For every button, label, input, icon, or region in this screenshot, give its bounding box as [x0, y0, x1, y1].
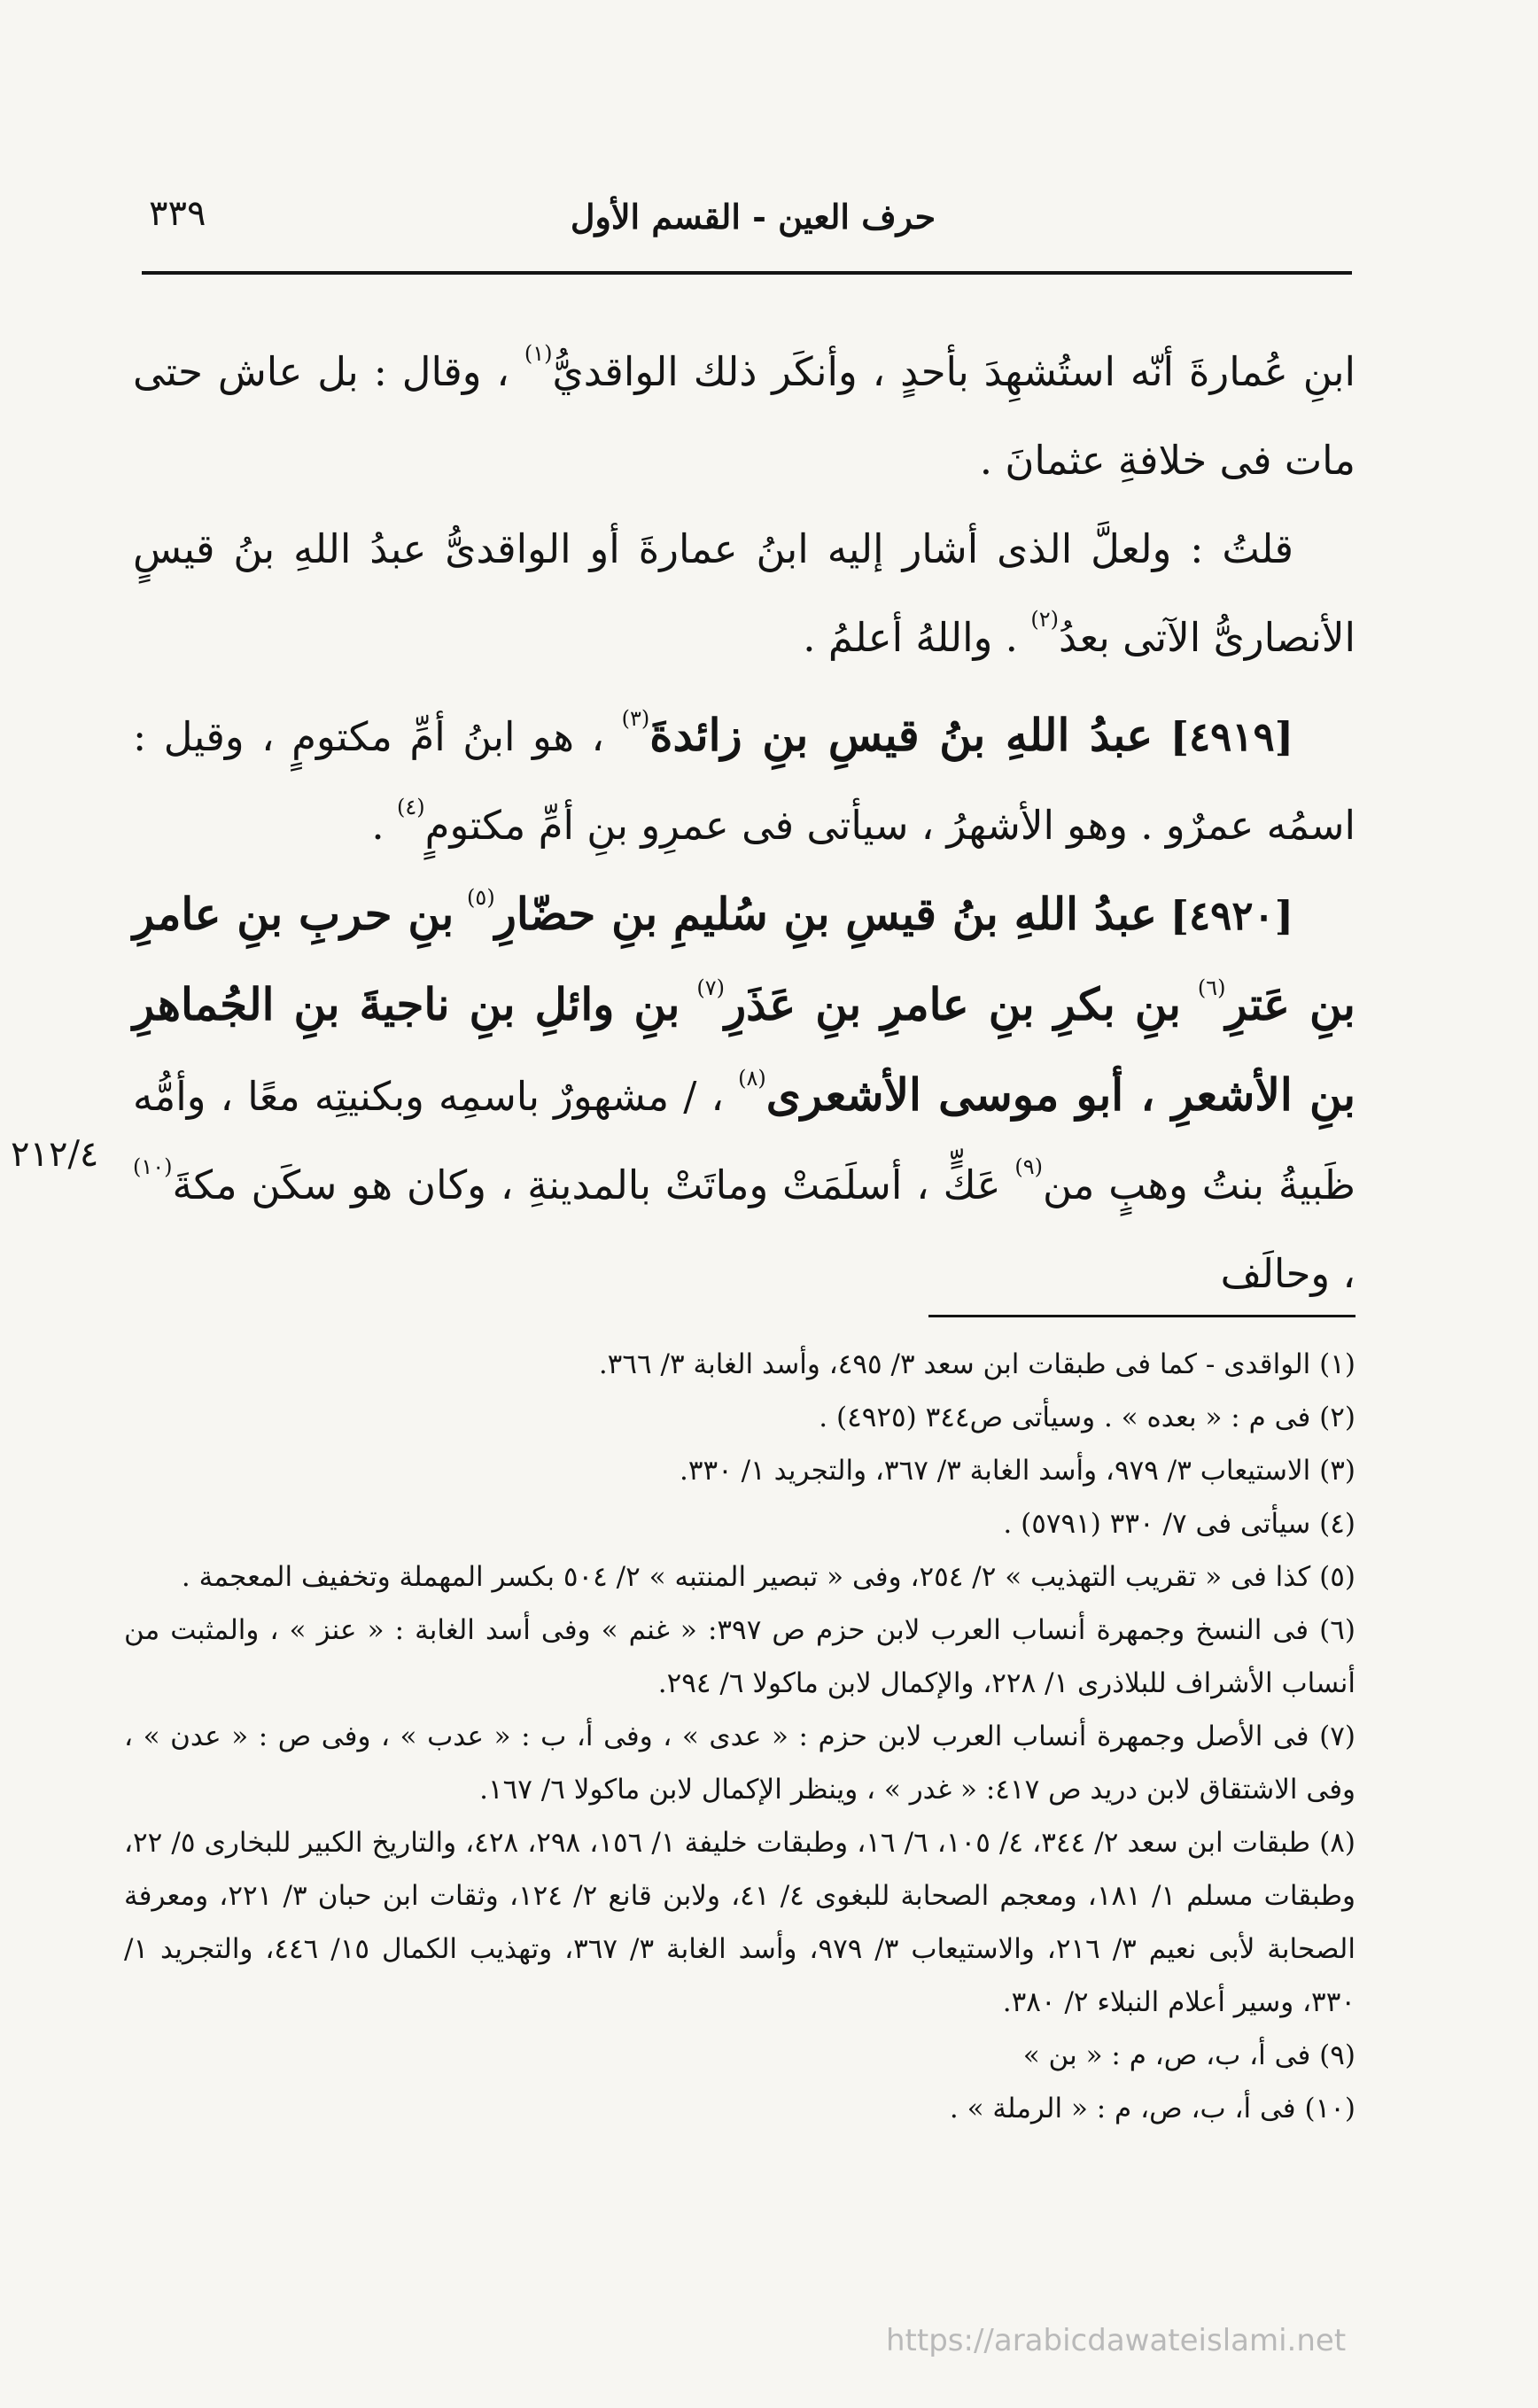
footnote-2: (٢) فى م : « بعده » . وسيأتى ص٣٤٤ (٤٩٢٥) .: [819, 1402, 1355, 1433]
footnote-10: (١٠) فى أ، ب، ص، م : « الرملة » .: [949, 2093, 1355, 2124]
footnote-ref-6[interactable]: (٦): [1197, 975, 1226, 1000]
footnote-ref-5[interactable]: (٥): [467, 885, 495, 910]
footnote-1: (١) الواقدى - كما فى طبقات ابن سعد ٣/ ٤٩٥، وأسد الغابة ٣/ ٣٦٦.: [598, 1348, 1355, 1380]
entry-name: عبدُ اللهِ بنُ قيسِ بنِ سُليمِ بنِ حضّارِ: [494, 888, 1158, 940]
footnote-ref-3[interactable]: (٣): [621, 706, 650, 731]
main-text: [133, 328, 1355, 1318]
footnote-7: (٧) فى الأصل وجمهرة أنساب العرب لابن حزم : « عدى » ، وفى أ، ب : « عدب » ، وفى ص : « عدن » ، وفى الاشتقاق لابن دريد ص ٤١٧: « غدر » ، وينظر الإكمال لابن ماكولا ٦/ ١٦٧.: [124, 1721, 1355, 1806]
footnote-ref-4[interactable]: (٤): [397, 795, 425, 819]
page-number: ٣٣٩: [149, 193, 206, 234]
footnote-9: (٩) فى أ، ب، ص، م : « بن »: [1022, 2039, 1355, 2071]
entry-4919: [٤٩١٩] عبدُ اللهِ بنُ قيسِ بنِ زائدةَ$^{(٣)}$ ، هو ابنُ أمِّ مكتومٍ ، وقيل : اسمُه عمرٌو . وهو الأشهرُ ، سيأتى فى عمرِو بنِ أمِّ مكتومٍ$^{(٤)}$ .: [133, 706, 1355, 849]
entry-name: عبدُ اللهِ بنُ قيسِ بنِ زائدةَ: [649, 709, 1154, 761]
footnote-ref-7[interactable]: (٧): [696, 975, 725, 1000]
footnote-ref-1[interactable]: (١): [524, 341, 553, 366]
footnote-6: (٦) فى النسخ وجمهرة أنساب العرب لابن حزم ص ٣٩٧: « غنم » وفى أسد الغابة : « عنز » ، والمثبت من أنساب الأشراف للبلاذرى ١/ ٢٢٨، والإكمال لابن ماكولا ٦/ ٢٩٤.: [124, 1614, 1355, 1699]
footnote-5: (٥) كذا فى « تقريب التهذيب » ٢/ ٢٥٤، وفى « تبصير المنتبه » ٢/ ٥٠٤ بكسر المهملة وتخفيف المعجمة .: [181, 1561, 1355, 1593]
footnote-ref-2[interactable]: (٢): [1030, 607, 1059, 632]
margin-volume-page-note: ٢١٢/٤: [11, 1134, 99, 1175]
entry-number: [٤٩٢٠]: [1169, 892, 1293, 939]
header-rule: [142, 271, 1352, 275]
entry-4920: [٤٩٢٠] عبدُ اللهِ بنُ قيسِ بنِ سُليمِ بنِ حضّارِ$^{(٥)}$ بنِ حربِ بنِ عامرِ بنِ عَترِ$^{(٦)}$ بنِ بكرِ بنِ عامرِ بنِ عَذَرِ$^{(٧)}$ بنِ وائلِ بنِ ناجيةَ بنِ الجُماهرِ بنِ الأشعرِ ، أبو موسى الأشعرى$^{(٨)}$ ، / مشهورٌ باسمِه وبكنيتِه معًا ، وأمُّه ظَبيةُ بنتُ وهبٍ من$^{(٩)}$ عَكٍّ ، أسلَمَتْ وماتَتْ بالمدينةِ ، وكان هو سكَن مكةَ$^{(١٠)}$ ، وحالَف: [133, 885, 1356, 1297]
footnote-ref-8[interactable]: (٨): [738, 1066, 766, 1091]
running-head: حرف العين - القسم الأول: [570, 197, 936, 237]
paragraph-2: قلتُ : ولعلَّ الذى أشار إليه ابنُ عمارةَ أو الواقدىُّ عبدُ اللهِ بنُ قيسٍ الأنصارىُّ الآتى بعدُ$^{(٢)}$ . واللهُ أعلمُ .: [133, 525, 1355, 661]
paragraph-1: ابنِ عُمارةَ أنّه استُشهِدَ بأحدٍ ، وأنكَر ذلك الواقديُّ$^{(١)}$ ، وقال : بل عاش حتى مات فى خلافةِ عثمانَ .: [133, 341, 1355, 484]
footnote-8: (٨) طبقات ابن سعد ٢/ ٣٤٤، ٤/ ١٠٥، ٦/ ١٦، وطبقات خليفة ١/ ١٥٦، ٢٩٨، ٤٢٨، والتاريخ الكبير للبخارى ٥/ ٢٢، وطبقات مسلم ١/ ١٨١، ومعجم الصحابة للبغوى ٤/ ٤١، ولابن قانع ٢/ ١٢٤، وثقات ابن حبان ٣/ ٢٢١، ومعرفة الصحابة لأبى نعيم ٣/ ٢١٦، والاستيعاب ٣/ ٩٧٩، وأسد الغابة ٣/ ٣٦٧، وتهذيب الكمال ١٥/ ٤٤٦، والتجريد ١/ ٣٣٠، وسير أعلام النبلاء ٢/ ٣٨٠.: [124, 1827, 1356, 2018]
footnote-ref-9[interactable]: (٩): [1014, 1154, 1043, 1179]
watermark-url: https://arabicdawateislami.net: [886, 2323, 1347, 2358]
footnotes: [124, 1338, 1355, 2135]
footnote-4: (٤) سيأتى فى ٧/ ٣٣٠ (٥٧٩١) .: [1003, 1508, 1355, 1540]
footnote-3: (٣) الاستيعاب ٣/ ٩٧٩، وأسد الغابة ٣/ ٣٦٧، والتجريد ١/ ٣٣٠.: [680, 1455, 1355, 1487]
footnote-rule: [928, 1315, 1355, 1317]
footnote-ref-10[interactable]: (١٠): [133, 1154, 173, 1179]
entry-number: [٤٩١٩]: [1169, 713, 1293, 760]
